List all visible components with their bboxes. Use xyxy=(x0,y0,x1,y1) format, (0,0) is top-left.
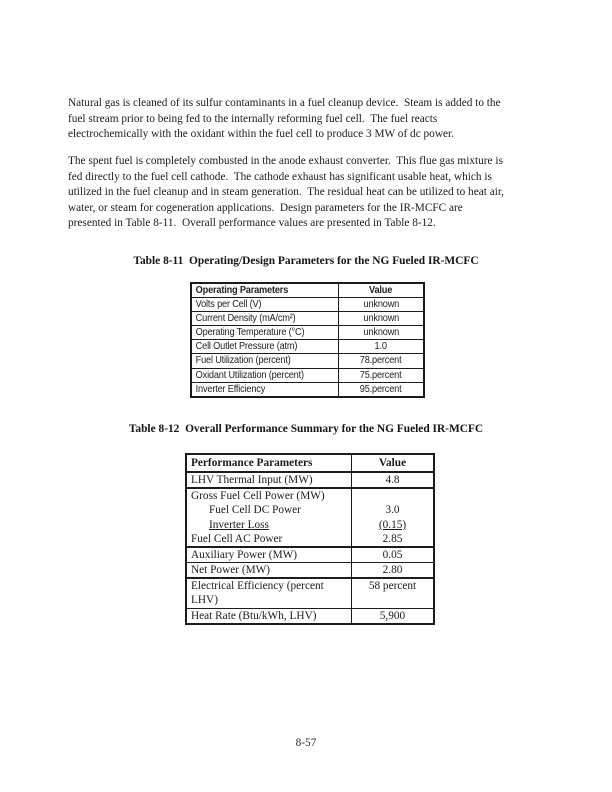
table-row xyxy=(186,547,434,563)
table-cell-param: Gross Fuel Cell Power (MW) xyxy=(186,488,352,503)
table-cell-value: 95.percent xyxy=(339,382,425,397)
table-cell-param: Fuel Cell DC Power xyxy=(186,503,352,518)
page-number: 8-57 xyxy=(295,737,317,749)
table-cell-param: Electrical Efficiency (percent LHV) xyxy=(186,578,352,608)
text-line: The spent fuel is completely combusted in the anode exhaust converter. This flue gas mixture is xyxy=(68,155,503,167)
table-cell-value: 5,900 xyxy=(379,609,406,622)
table-row xyxy=(191,368,424,382)
text-line: electrochemically with the oxidant within the fuel cell to produce 3 MW of dc power. xyxy=(68,128,454,140)
text-line: presented in Table 8-11. Overall performance values are presented in Table 8-12. xyxy=(68,217,436,229)
table-row xyxy=(191,354,424,368)
table-row xyxy=(186,518,434,533)
table-cell-value: 75.percent xyxy=(339,368,425,382)
table-cell-value: unknown xyxy=(339,311,425,325)
table-cell-param: Inverter Loss xyxy=(186,518,352,533)
table-header-row xyxy=(191,283,424,297)
table-cell-value: 1.0 xyxy=(339,340,425,354)
table-row xyxy=(191,382,424,397)
text-line: Natural gas is cleaned of its sulfur contaminants in a fuel cleanup device. Steam is added to the xyxy=(68,97,501,109)
table-cell-value: 58 percent xyxy=(368,580,417,593)
table-cell-value: unknown xyxy=(339,325,425,339)
table-cell-value: unknown xyxy=(339,297,425,311)
table-row xyxy=(186,488,434,503)
table-cell-param: Inverter Efficiency xyxy=(191,382,339,397)
table-cell-param: Net Power (MW) xyxy=(186,563,352,579)
table-cell-value: 4.8 xyxy=(385,474,400,486)
text-line: utilized in the fuel cleanup and in steam generation. The residual heat can be utilized to heat air, xyxy=(68,186,504,198)
table-row xyxy=(191,297,424,311)
table-8-12-caption: Table 8-12 Overall Performance Summary for the NG Fueled IR-MCFC xyxy=(128,423,484,435)
table-cell-param: Heat Rate (Btu/kWh, LHV) xyxy=(186,608,352,624)
table-row xyxy=(186,532,434,547)
column-header-performance-parameters: Performance Parameters xyxy=(186,454,352,472)
table-8-11 xyxy=(190,282,425,398)
column-header-value: Value xyxy=(378,457,407,469)
paragraph-spent-fuel xyxy=(68,154,504,232)
table-8-11-caption: Table 8-11 Operating/Design Parameters for the NG Fueled IR-MCFC xyxy=(133,255,479,267)
text-line: water, or steam for cogeneration applications. Design parameters for the IR-MCFC are xyxy=(68,201,463,214)
column-header-value: Value xyxy=(339,283,425,297)
table-cell-value xyxy=(352,488,435,503)
table-cell-value: 2.80 xyxy=(382,564,403,577)
table-row xyxy=(186,578,434,608)
table-row xyxy=(191,311,424,325)
paragraph-fuel-cleanup xyxy=(68,96,501,143)
text-line: fed directly to the fuel cell cathode. The cathode exhaust has significant usable heat, which is xyxy=(68,170,492,183)
table-cell-param: LHV Thermal Input (MW) xyxy=(186,472,352,488)
table-cell-param: Oxidant Utilization (percent) xyxy=(191,368,339,382)
table-cell-param: Operating Temperature (°C) xyxy=(191,325,339,339)
table-row xyxy=(186,503,434,518)
column-header-operating-parameters: Operating Parameters xyxy=(191,283,339,297)
table-cell-param: Fuel Utilization (percent) xyxy=(191,354,339,368)
table-cell-param: Current Density (mA/cm²) xyxy=(191,311,339,325)
table-cell-param: Fuel Cell AC Power xyxy=(186,532,352,547)
table-cell-value: 0.05 xyxy=(382,549,403,562)
table-header-row xyxy=(186,454,434,472)
table-row xyxy=(186,472,434,488)
table-cell-value: 2.85 xyxy=(382,533,403,546)
table-cell-param: Auxiliary Power (MW) xyxy=(186,547,352,563)
table-row xyxy=(186,563,434,579)
table-row xyxy=(186,608,434,624)
table-cell-value: 3.0 xyxy=(385,504,400,517)
table-row xyxy=(191,325,424,339)
table-cell-value: 78.percent xyxy=(339,354,425,368)
table-8-12 xyxy=(185,453,435,625)
table-cell-value: (0.15) xyxy=(378,518,407,531)
text-line: fuel stream prior to being fed to the internally reforming fuel cell. The fuel reacts xyxy=(68,112,438,125)
table-cell-param: Cell Outlet Pressure (atm) xyxy=(191,340,339,354)
table-row xyxy=(191,340,424,354)
table-cell-param: Volts per Cell (V) xyxy=(191,297,339,311)
